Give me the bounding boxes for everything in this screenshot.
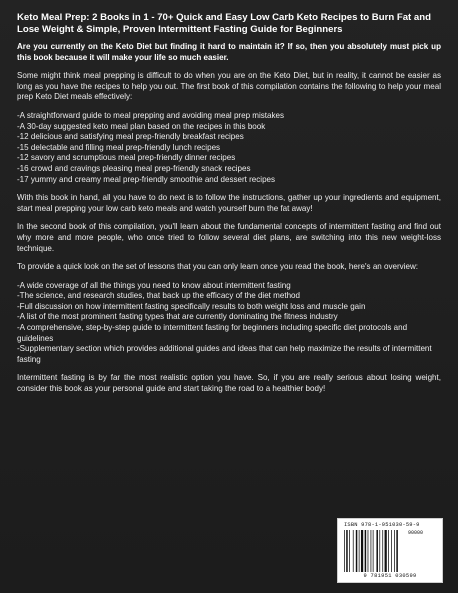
list-item: -12 savory and scrumptious meal prep-friendly dinner recipes	[17, 153, 236, 163]
paragraph-2: With this book in hand, all you have to do next is to follow the instructions, gather up your ingredients and equipment, start meal prepping your low carb keto meals and watch yourself burn the fat away!	[17, 193, 441, 213]
paragraph-5: Intermittent fasting is by far the most realistic option you have. So, if you are really serious about losing weight, consider this book as your personal guide and start taking the road to a healthier body!	[17, 373, 441, 394]
isbn-barcode	[337, 518, 443, 583]
list-item: -15 delectable and filling meal prep-friendly lunch recipes	[17, 142, 221, 152]
paragraph-3: In the second book of this compilation, you'll learn about the fundamental concepts of intermittent fasting and find out why more and more people, who once tried to follow several diet plans, are switching into this new weight-loss technique.	[17, 222, 441, 253]
list-item: -Supplementary section which provides additional guides and ideas that can help maximize the results of intermittent fasting	[17, 344, 432, 364]
barcode-bars	[344, 530, 406, 572]
list-item: -A 30-day suggested keto meal plan based on the recipes in this book	[17, 121, 266, 131]
list-item: -16 crowd and cravings pleasing meal prep-friendly snack recipes	[17, 163, 251, 173]
list-item: -A straightforward guide to meal prepping and avoiding meal prep mistakes	[17, 110, 285, 120]
intro-paragraph: Are you currently on the Keto Diet but finding it hard to maintain it? If so, then you absolutely must pick up this book because it will make your life so much easier.	[17, 42, 441, 62]
paragraph-1: Some might think meal prepping is difficult to do when you are on the Keto Diet, but in reality, it cannot be easier as long as you have the recipes to help you out. The first book of this compilation contains the following to help your meal prep Keto Diet meals effectively:	[17, 71, 441, 102]
list-item: -A list of the most prominent fasting types that are currently dominating the fitness industry	[17, 312, 338, 322]
cover-text	[17, 12, 441, 403]
price-code: 90000	[408, 530, 424, 536]
list-item: -12 delicious and satisfying meal prep-friendly breakfast recipes	[17, 132, 244, 142]
book1-contents-list	[17, 111, 441, 185]
book2-lessons-list	[17, 281, 441, 366]
isbn-number: ISBN 978-1-951030-59-9	[344, 522, 420, 528]
list-item: -A comprehensive, step-by-step guide to intermittent fasting for beginners including specific diet protocols and guidelines	[17, 323, 408, 343]
list-item: -17 yummy and creamy meal prep-friendly smoothie and dessert recipes	[17, 174, 276, 184]
barcode-digits: 9 781951 030599	[363, 573, 417, 579]
list-item: -A wide coverage of all the things you need to know about intermittent fasting	[17, 280, 291, 290]
paragraph-4: To provide a quick look on the set of lessons that you can only learn once you read the book, here's an overview:	[17, 262, 418, 272]
book-title: Keto Meal Prep: 2 Books in 1 - 70+ Quick and Easy Low Carb Keto Recipes to Burn Fat and Lose Weight & Simple, Proven Intermittent Fasting Guide for Beginners	[17, 12, 431, 35]
list-item: -Full discussion on how intermittent fasting specifically results to both weight loss and muscle gain	[17, 301, 366, 311]
list-item: -The science, and research studies, that back up the efficacy of the diet method	[17, 291, 300, 301]
